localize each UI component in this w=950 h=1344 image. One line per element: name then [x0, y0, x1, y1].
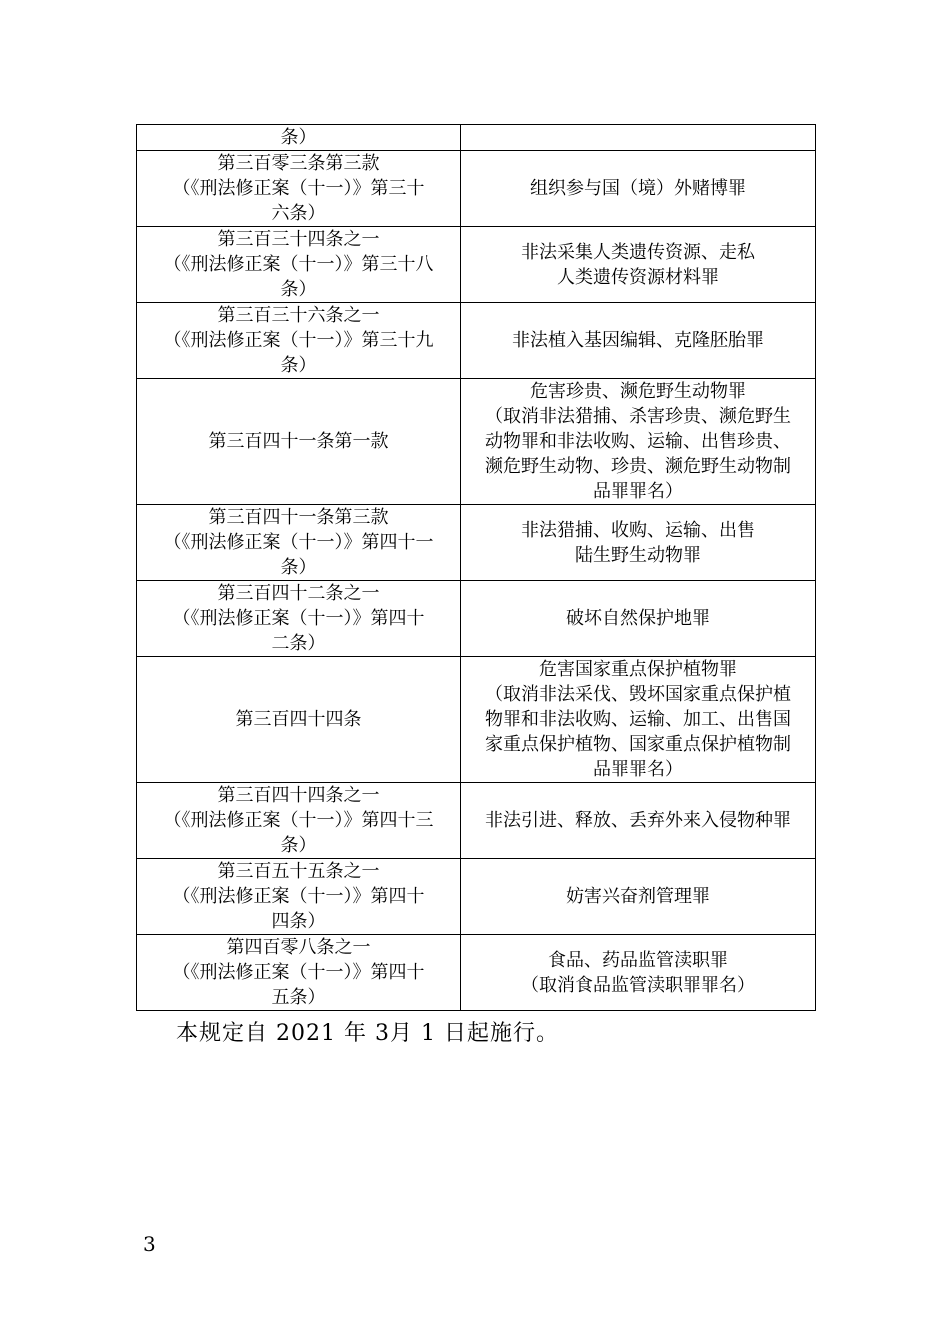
article-cell-line: 条）	[280, 835, 317, 856]
article-cell	[137, 125, 461, 151]
crime-cell	[461, 581, 816, 657]
crime-cell-line: 危害珍贵、濒危野生动物罪	[530, 381, 746, 402]
crime-cell-line: 动物罪和非法收购、运输、出售珍贵、	[485, 431, 791, 452]
article-cell-line: （《刑法修正案（十一）》第三十八	[163, 254, 434, 275]
crime-cell-line: 品罪罪名）	[593, 759, 683, 780]
crime-cell	[461, 379, 816, 505]
table-row	[137, 303, 816, 379]
table-row	[137, 505, 816, 581]
table-row	[137, 657, 816, 783]
article-cell-line: 第三百三十六条之一	[217, 305, 380, 326]
crime-cell-line: 非法采集人类遗传资源、走私	[521, 241, 755, 263]
article-cell-line: （《刑法修正案（十一）》第四十三	[163, 810, 434, 831]
article-cell-line: 第四百零八条之一	[226, 937, 371, 958]
article-cell-line: 五条）	[271, 987, 326, 1008]
crime-cell-line: （取消食品监管渎职罪罪名）	[521, 974, 755, 996]
article-cell-line: 第三百四十四条	[235, 709, 362, 730]
article-cell	[137, 151, 461, 227]
table-row	[137, 379, 816, 505]
crime-cell	[461, 859, 816, 935]
table-body	[137, 125, 816, 1011]
article-cell	[137, 859, 461, 935]
table-row	[137, 859, 816, 935]
article-cell-line: 第三百四十四条之一	[217, 785, 380, 806]
table-row	[137, 783, 816, 859]
crime-cell-line: （取消非法采伐、毁坏国家重点保护植	[485, 684, 791, 705]
table-row	[137, 227, 816, 303]
crime-cell-line: 组织参与国（境）外赌博罪	[530, 178, 746, 199]
article-cell	[137, 505, 461, 581]
article-cell-line: 第三百四十一条第三款	[208, 507, 389, 528]
article-cell-line: 六条）	[271, 203, 326, 224]
table-row	[137, 151, 816, 227]
article-cell	[137, 227, 461, 303]
crime-cell-line: 妨害兴奋剂管理罪	[566, 886, 710, 907]
crime-cell-line: 物罪和非法收购、运输、加工、出售国	[485, 709, 791, 730]
article-cell-line: （《刑法修正案（十一）》第四十	[172, 886, 425, 907]
table-row	[137, 581, 816, 657]
crime-cell-line: 危害国家重点保护植物罪	[539, 659, 737, 680]
article-cell-line: 第三百三十四条之一	[217, 229, 380, 250]
crime-cell-line: 濒危野生动物、珍贵、濒危野生动物制	[485, 456, 791, 477]
article-cell-line: （《刑法修正案（十一）》第三十	[172, 178, 425, 199]
crime-cell	[461, 783, 816, 859]
effective-date-statement: 本规定自 2021 年 3月 1 日起施行。	[176, 1021, 559, 1046]
article-cell-line: 第三百四十一条第一款	[208, 431, 389, 452]
article-cell-line: 条）	[280, 279, 317, 300]
table-row	[137, 125, 816, 151]
crime-cell	[461, 657, 816, 783]
page-number: 3	[143, 1232, 156, 1256]
article-cell	[137, 379, 461, 505]
crime-cell	[461, 505, 816, 581]
article-cell-line: 第三百四十二条之一	[217, 583, 380, 604]
article-cell	[137, 581, 461, 657]
crime-cell	[461, 935, 816, 1011]
crime-cell-line: 人类遗传资源材料罪	[557, 266, 719, 288]
article-cell	[137, 303, 461, 379]
article-cell-line: 条）	[280, 127, 317, 148]
article-cell-line: （《刑法修正案（十一）》第四十	[172, 962, 425, 983]
table-row	[137, 935, 816, 1011]
article-cell-line: 第三百零三条第三款	[217, 153, 380, 174]
crime-cell-line: 非法猎捕、收购、运输、出售	[521, 519, 755, 541]
article-cell-line: 条）	[280, 557, 317, 578]
crime-cell	[461, 125, 816, 151]
crime-cell	[461, 227, 816, 303]
article-cell-line: 第三百五十五条之一	[217, 861, 380, 882]
crime-cell-line: 食品、药品监管渎职罪	[548, 949, 728, 971]
crime-cell-line: 非法引进、释放、丢弃外来入侵物种罪	[485, 810, 791, 831]
crime-cell-line: 家重点保护植物、国家重点保护植物制	[485, 734, 791, 755]
crime-cell-line: 品罪罪名）	[593, 481, 683, 502]
crime-cell	[461, 303, 816, 379]
article-cell-line: 四条）	[271, 911, 326, 932]
article-cell	[137, 935, 461, 1011]
crime-cell-line: 陆生野生动物罪	[575, 544, 701, 566]
article-cell-line: 二条）	[271, 633, 326, 654]
crime-cell-line: 破坏自然保护地罪	[566, 608, 710, 629]
crime-cell	[461, 151, 816, 227]
crime-cell-line: （取消非法猎捕、杀害珍贵、濒危野生	[485, 406, 791, 427]
article-cell-line: （《刑法修正案（十一）》第四十	[172, 608, 425, 629]
crime-article-table	[136, 124, 816, 1011]
article-cell	[137, 657, 461, 783]
article-cell-line: 条）	[280, 355, 317, 376]
article-cell	[137, 783, 461, 859]
article-cell-line: （《刑法修正案（十一）》第四十一	[163, 532, 434, 553]
crime-cell-line: 非法植入基因编辑、克隆胚胎罪	[512, 330, 764, 351]
article-cell-line: （《刑法修正案（十一）》第三十九	[163, 330, 434, 351]
